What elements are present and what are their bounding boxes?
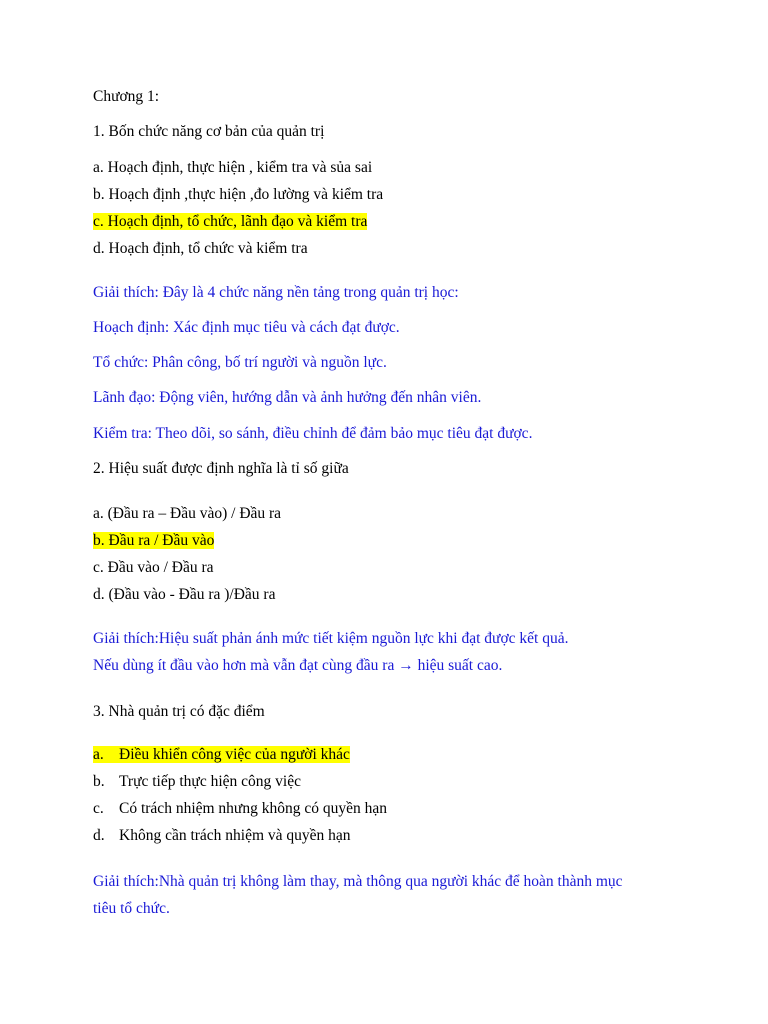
- q1-explanation-leading: Lãnh đạo: Động viên, hướng dẫn và ảnh hưởng đến nhân viên.: [93, 389, 482, 406]
- q2-option-c: c. Đầu vào / Đầu ra: [93, 559, 214, 576]
- option-letter: c.: [93, 800, 104, 817]
- q1-option-a: a. Hoạch định, thực hiện , kiểm tra và sủa sai: [93, 159, 373, 176]
- q2-option-a: a. (Đầu ra – Đầu vào) / Đầu ra: [93, 505, 282, 522]
- q2-option-b-correct: [93, 531, 214, 551]
- option-text: Trực tiếp thực hiện công việc: [119, 773, 301, 790]
- question-1: 1. Bốn chức năng cơ bản của quản trị: [93, 123, 325, 140]
- q1-explanation-planning: Hoạch định: Xác định mục tiêu và cách đạt được.: [93, 319, 400, 336]
- q3-explanation-line-1: Giải thích:Nhà quản trị không làm thay, mà thông qua người khác để hoàn thành mục: [93, 873, 623, 890]
- question-3: 3. Nhà quản trị có đặc điểm: [93, 703, 265, 720]
- chapter-heading: Chương 1:: [93, 88, 160, 105]
- q3-option-c: [93, 799, 387, 819]
- q1-explanation-organizing: Tổ chức: Phân công, bố trí người và nguồn lực.: [93, 354, 387, 371]
- answer-highlight: b. Đầu ra / Đầu vào: [93, 532, 215, 549]
- q3-option-d: [93, 826, 351, 846]
- q3-option-b: [93, 772, 301, 792]
- option-text: Điều khiển công việc của người khác: [119, 746, 350, 763]
- question-2: 2. Hiệu suất được định nghĩa là tỉ số giữa: [93, 460, 349, 477]
- option-text: Có trách nhiệm nhưng không có quyền hạn: [119, 800, 387, 817]
- q1-option-c-correct: [93, 212, 367, 232]
- option-text: Không cần trách nhiệm và quyền hạn: [119, 827, 351, 844]
- option-letter: d.: [93, 827, 105, 844]
- q2-option-d: d. (Đầu vào - Đầu ra )/Đầu ra: [93, 586, 276, 603]
- q1-option-d: d. Hoạch định, tổ chức và kiểm tra: [93, 240, 308, 257]
- answer-highlight: c. Hoạch định, tổ chức, lãnh đạo và kiểm tra: [93, 213, 368, 230]
- q2-explanation-line-1: Giải thích:Hiệu suất phản ánh mức tiết kiệm nguồn lực khi đạt được kết quả.: [93, 630, 569, 647]
- option-letter: b.: [93, 773, 105, 790]
- q3-option-a-correct: [93, 745, 350, 765]
- q1-option-b: b. Hoạch định ,thực hiện ,đo lường và kiểm tra: [93, 186, 384, 203]
- q3-explanation-line-2: tiêu tổ chức.: [93, 900, 170, 917]
- answer-highlight: [93, 746, 350, 763]
- q1-explanation-intro: Giải thích: Đây là 4 chức năng nền tảng trong quản trị học:: [93, 284, 459, 301]
- q1-explanation-controlling: Kiểm tra: Theo dõi, so sánh, điều chỉnh để đảm bảo mục tiêu đạt được.: [93, 425, 533, 442]
- option-letter: a.: [93, 746, 104, 763]
- q2-explanation-line-2: Nếu dùng ít đầu vào hơn mà vẫn đạt cùng đầu ra → hiệu suất cao.: [93, 657, 503, 674]
